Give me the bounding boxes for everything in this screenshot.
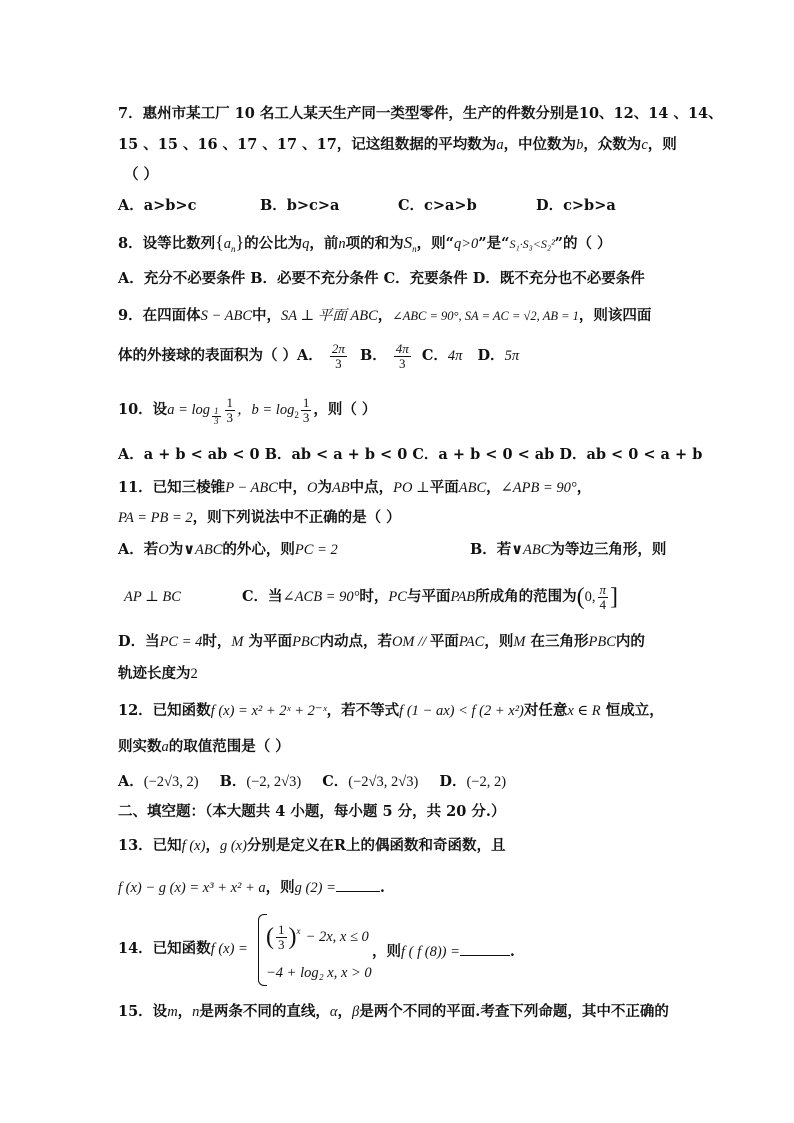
q11-range-lparen: ( — [576, 584, 585, 610]
q13-line2: f (x) − g (x) = x³ + x² + a，则g (2) = . — [118, 879, 385, 896]
q11-m1: 中， — [277, 479, 307, 496]
q11-option-d: D．当PC = 4时，M 为平面PBC内动点，若OM // 平面PAC，则M 在三角形PBC内的 — [118, 633, 645, 650]
q10-end: ，则（ ） — [313, 401, 377, 418]
q8-mid5: ”是“ — [478, 235, 510, 252]
q11-range-frac: $\frac{\pi}{4}$ — [599, 581, 607, 612]
q9-option-b: B． — [359, 347, 387, 364]
q11-line1 — [118, 478, 591, 498]
q12-option-a-val: (−2√3, 2) — [143, 774, 199, 790]
q8-stem — [118, 232, 612, 259]
q8-q: q — [302, 236, 310, 252]
q9-option-a-frac: $\frac{2\pi}{3}$ — [331, 340, 345, 371]
q10-options: A．a + b < ab < 0 B．ab < a + b < 0 C．a + b < 0 < ab D．ab < 0 < a + b — [118, 446, 703, 463]
q8-cond2: S₁·S₃<S₂² — [509, 237, 555, 251]
q8-pre: 8．设等比数列 — [118, 235, 216, 252]
q7-var-c: c — [641, 137, 648, 153]
q10-stem — [118, 392, 376, 433]
q11-pabc: P − ABC — [225, 480, 278, 496]
q12-f: f (x) = x² + 2ˣ + 2⁻ˣ — [210, 703, 327, 719]
q10-a-base: $\frac{1}{3}$ — [214, 406, 219, 426]
q11-range-rbracket: ] — [610, 584, 619, 610]
q9-option-d-val: 5π — [504, 348, 520, 364]
q8-seq-a: a — [223, 236, 231, 252]
q9-option-b-frac: $\frac{4\pi}{3}$ — [395, 340, 409, 371]
q9-line1 — [118, 306, 651, 326]
q12-xr: x ∈ R — [567, 703, 601, 719]
q7-paren: （ ） — [124, 166, 159, 183]
q11-option-b: B．若∨ABC为等边三角形，则 — [470, 541, 667, 558]
q8-seq-close: } — [235, 232, 245, 252]
q13-answer-blank[interactable] — [336, 877, 380, 892]
q11-option-d-line2: 轨迹长度为2 — [118, 665, 198, 682]
q8-mid1: 的公比为 — [244, 235, 303, 252]
q8-mid3: 项的和为 — [345, 235, 404, 252]
q11-line2 — [118, 508, 401, 528]
q14-tail: ，则f ( f (8)) = . — [372, 943, 515, 960]
q11-papb: PA = PB = 2 — [118, 510, 193, 526]
q9-end: ，则该四面 — [578, 307, 652, 324]
q11-line2-text: ，则下列说法中不正确的是（ ） — [192, 509, 401, 526]
q8-options: A．充分不必要条件 B．必要不充分条件 C．充要条件 D．既不充分也不必要条件 — [118, 270, 645, 287]
q8-S-sub: n — [412, 244, 417, 254]
q11-option-c: C．当∠ACB = 90°时，PC与平面PAB所成角的范围为(0, $\frac{\pi}{4}$ ] — [242, 581, 619, 612]
q9-mid: 中， — [252, 307, 282, 324]
q13-stem: 13．已知f (x)，g (x)分别是定义在R上的偶函数和奇函数，且 — [118, 837, 506, 854]
q14-answer-blank[interactable] — [460, 941, 510, 956]
q8-n: n — [338, 236, 346, 252]
q7-var-b: b — [576, 137, 584, 153]
q11-m6: ， — [576, 479, 592, 496]
q14-case-2: −4 + log₂ x, x > 0 — [266, 965, 372, 981]
q9-option-c: C． — [421, 347, 448, 364]
q12-line2: 则实数a的取值范围是（ ） — [118, 738, 290, 755]
q12-option-b-val: (−2, 2√3) — [246, 774, 302, 790]
q7-line1: 7．惠州市某工厂 10 名工人某天生产同一类型零件，生产的件数分别是10、12、14 、14、 — [118, 105, 723, 122]
q11-po: PO ⊥ — [393, 480, 430, 496]
q7-option-a: A．a>b>c — [118, 197, 197, 214]
q15-stem: 15．设m，n是两条不同的直线，α，β是两个不同的平面.考查下列命题，其中不正确的 — [118, 1003, 669, 1020]
q10-a-frac: $\frac{1}{3}$ — [226, 394, 234, 425]
q10-b-def: ，b = log — [237, 402, 295, 418]
q8-cond1: q>0 — [453, 236, 479, 252]
q7-var-a: a — [496, 137, 504, 153]
q12-ineq: f (1 − ax) < f (2 + x²) — [399, 703, 524, 719]
q7-line2 — [118, 135, 677, 155]
q9-perp: SA ⊥ 平面 ABC — [281, 308, 378, 324]
q10-pre: 10．设 — [118, 401, 168, 418]
q7-line2-b: ，中位数为 — [503, 136, 577, 153]
q9-option-d: D． — [477, 347, 505, 364]
q10-a-def: a = log — [167, 402, 211, 418]
q9-tetra: S − ABC — [200, 308, 253, 324]
q7-option-d: D．c>b>a — [536, 197, 616, 214]
q11-option-a: A．若O为∨ABC的外心，则PC = 2 — [118, 541, 338, 558]
q9-mid2: ， — [377, 307, 393, 324]
q7-line2-a: 15 、15 、16 、17 、17 、17，记这组数据的平均数为 — [118, 136, 497, 153]
q11-option-b-cont: AP ⊥ BC — [124, 589, 181, 605]
q7-option-b: B．b>c>a — [260, 197, 340, 214]
q7-option-c: C．c>a>b — [398, 197, 477, 214]
q9-option-c-val: 4π — [447, 348, 463, 364]
q11-m3: 中点， — [349, 479, 394, 496]
q8-S: S — [403, 233, 413, 252]
q11-ab: AB — [331, 480, 350, 496]
q12-options: A．(−2√3, 2) B．(−2, 2√3) C．(−2√3, 2√3) D．(−2, 2) — [118, 773, 507, 790]
q9-pre: 9．在四面体 — [118, 307, 201, 324]
q12-option-c-val: (−2√3, 2√3) — [348, 774, 419, 790]
q11-apb: ∠APB = 90° — [500, 480, 577, 496]
q8-mid2: ，前 — [309, 235, 339, 252]
q10-b-base: 2 — [294, 410, 299, 420]
q11-m5: ， — [486, 479, 501, 496]
q9-line2-text: 体的外接球的表面积为（ ）A． — [118, 347, 323, 364]
q12-option-d-val: (−2, 2) — [466, 774, 507, 790]
q11-m2: 为 — [317, 479, 332, 496]
q11-m4: 平面 — [429, 479, 459, 496]
q11-abc: ABC — [458, 480, 487, 496]
q11-pre: 11．已知三棱锥 — [118, 479, 226, 496]
q14-stem: 14．已知函数f (x) = — [118, 940, 248, 957]
q8-seq: { — [215, 232, 224, 252]
q8-end: ”的（ ） — [554, 235, 612, 252]
q10-b-frac: $\frac{1}{3}$ — [302, 394, 310, 425]
q7-line2-d: ，则 — [647, 136, 677, 153]
q14-case-1: ( $\frac{1}{3}$ )$^x$ − 2x, x ≤ 0 — [266, 921, 369, 952]
q8-mid4: ，则“ — [416, 235, 454, 252]
q11-o: O — [306, 480, 318, 496]
section-2-heading: 二、填空题：（本大题共 4 小题，每小题 5 分，共 20 分.） — [118, 803, 506, 820]
q8-seq-sub: n — [230, 244, 236, 254]
q7-line2-c: ，众数为 — [583, 136, 642, 153]
q9-cond: ∠ABC = 90°, SA = AC = √2, AB = 1 — [392, 309, 579, 323]
q9-line2 — [118, 338, 519, 374]
q12-stem: 12．已知函数f (x) = x² + 2ˣ + 2⁻ˣ，若不等式f (1 − ax) < f (2 + x²)对任意x ∈ R 恒成立， — [118, 702, 664, 719]
